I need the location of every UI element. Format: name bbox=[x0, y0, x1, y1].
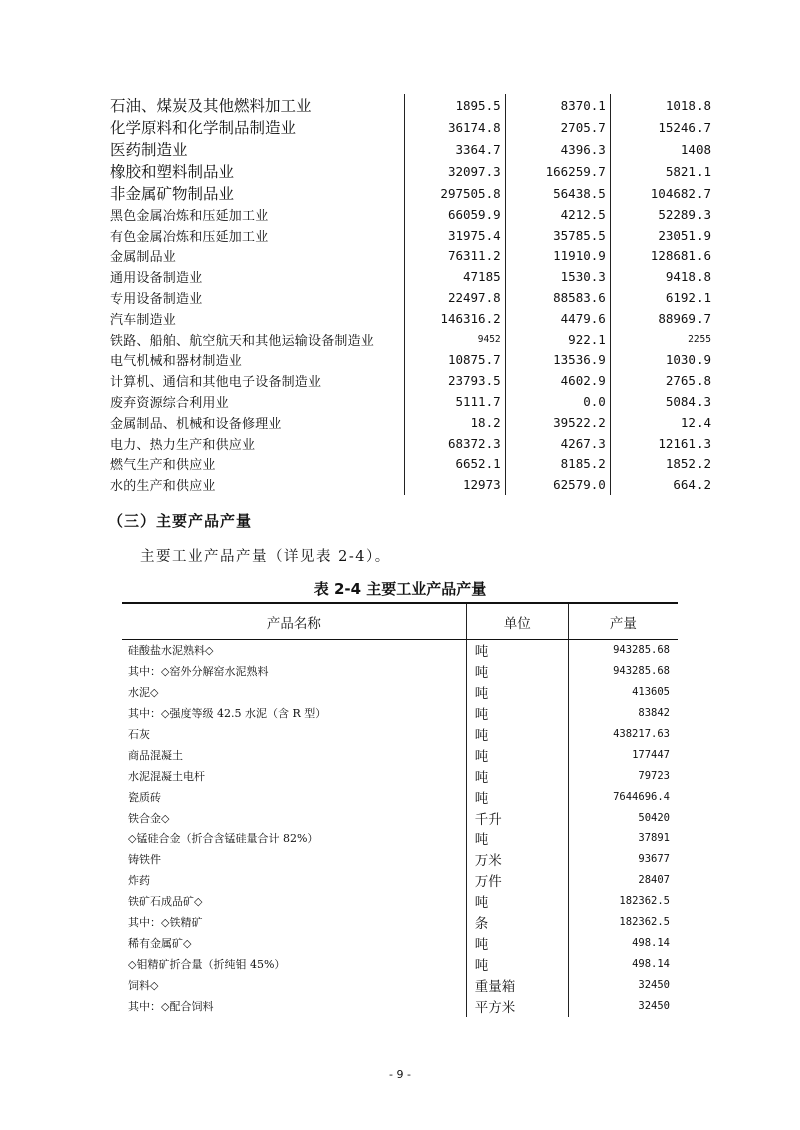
value-col-1: 297505.8 bbox=[405, 182, 505, 204]
product-name: 硅酸盐水泥熟料◇ bbox=[128, 644, 214, 658]
intro-paragraph: 主要工业产品产量（详见表 2-4）。 bbox=[140, 549, 391, 565]
section-heading: （三）主要产品产量 bbox=[108, 512, 253, 530]
value-col-2: 13536.9 bbox=[505, 350, 610, 371]
value-col-3: 1408 bbox=[680, 141, 711, 157]
product-unit: 千升 bbox=[466, 807, 568, 828]
value-col-1: 36174.8 bbox=[405, 116, 505, 138]
industry-name: 燃气生产和供应业 bbox=[110, 458, 216, 474]
industry-name: 水的生产和供应业 bbox=[110, 479, 216, 495]
industry-table-body bbox=[104, 94, 715, 495]
value-col-2: 922.1 bbox=[505, 329, 610, 350]
value-col-3: 1030.9 bbox=[665, 352, 711, 368]
product-unit: 重量箱 bbox=[466, 974, 568, 995]
table-row bbox=[122, 786, 678, 807]
header-unit: 单位 bbox=[466, 603, 568, 640]
value-col-1: 76311.2 bbox=[405, 246, 505, 267]
header-quantity: 产量 bbox=[568, 603, 678, 640]
table-row bbox=[104, 308, 715, 329]
value-col-3: 12.4 bbox=[680, 414, 711, 430]
industry-name: 废弃资源综合利用业 bbox=[110, 396, 229, 412]
value-col-2: 4479.6 bbox=[505, 308, 610, 329]
industry-name: 金属制品、机械和设备修理业 bbox=[110, 416, 282, 432]
table-row bbox=[122, 744, 678, 765]
value-col-2: 4267.3 bbox=[505, 433, 610, 454]
product-unit: 吨 bbox=[466, 640, 568, 661]
value-col-3: 664.2 bbox=[673, 477, 711, 493]
table-row bbox=[104, 138, 715, 160]
value-col-3: 52289.3 bbox=[658, 206, 711, 222]
product-quantity: 32450 bbox=[638, 1000, 670, 1013]
value-col-2: 8370.1 bbox=[505, 94, 610, 116]
value-col-2: 2705.7 bbox=[505, 116, 610, 138]
value-col-2: 4396.3 bbox=[505, 138, 610, 160]
value-col-3: 1852.2 bbox=[665, 456, 711, 472]
product-unit: 吨 bbox=[466, 703, 568, 724]
table-row bbox=[104, 246, 715, 267]
product-quantity: 83842 bbox=[638, 707, 670, 720]
product-table-body bbox=[122, 640, 678, 1018]
value-col-2: 4602.9 bbox=[505, 370, 610, 391]
industry-name: 医药制造业 bbox=[110, 141, 188, 159]
table-row bbox=[104, 370, 715, 391]
product-name: 铁矿石成品矿◇ bbox=[128, 895, 203, 909]
value-col-1: 32097.3 bbox=[405, 160, 505, 182]
product-name: 稀有金属矿◇ bbox=[128, 936, 192, 950]
product-name: 其中：◇铁精矿 bbox=[128, 916, 203, 930]
product-quantity: 413605 bbox=[632, 686, 670, 699]
value-col-3: 1018.8 bbox=[665, 97, 711, 113]
value-col-3: 6192.1 bbox=[665, 290, 711, 306]
industry-name: 橡胶和塑料制品业 bbox=[110, 163, 235, 181]
table-row bbox=[122, 932, 678, 953]
product-name: 炸药 bbox=[128, 874, 150, 888]
value-col-1: 6652.1 bbox=[405, 454, 505, 475]
table-row bbox=[122, 703, 678, 724]
product-name: 瓷质砖 bbox=[128, 790, 161, 804]
value-col-3: 9418.8 bbox=[665, 269, 711, 285]
table-row bbox=[104, 116, 715, 138]
value-col-1: 12973 bbox=[405, 474, 505, 495]
value-col-1: 66059.9 bbox=[405, 204, 505, 225]
table-row bbox=[122, 953, 678, 974]
table-row bbox=[122, 807, 678, 828]
value-col-3: 2255 bbox=[688, 333, 711, 345]
product-unit: 平方米 bbox=[466, 995, 568, 1017]
product-quantity: 177447 bbox=[632, 748, 670, 761]
industry-name: 有色金属冶炼和压延加工业 bbox=[110, 229, 269, 245]
product-name: 其中：◇强度等级 42.5 水泥（含 R 型） bbox=[128, 707, 327, 721]
product-quantity: 438217.63 bbox=[613, 728, 670, 740]
product-unit: 吨 bbox=[466, 661, 568, 682]
value-col-3: 128681.6 bbox=[650, 248, 711, 264]
product-unit: 吨 bbox=[466, 891, 568, 912]
header-product-name: 产品名称 bbox=[122, 603, 466, 640]
value-col-3: 23051.9 bbox=[658, 227, 711, 243]
product-quantity: 93677 bbox=[638, 853, 670, 866]
industry-name: 汽车制造业 bbox=[110, 312, 177, 328]
table-row bbox=[122, 849, 678, 870]
table-row bbox=[122, 912, 678, 933]
table-row bbox=[122, 640, 678, 661]
page-number: - 9 - bbox=[389, 1068, 411, 1081]
table-row bbox=[122, 724, 678, 745]
product-quantity: 943285.68 bbox=[613, 644, 670, 657]
product-quantity: 32450 bbox=[638, 978, 670, 991]
value-col-1: 22497.8 bbox=[405, 287, 505, 308]
product-unit: 吨 bbox=[466, 744, 568, 765]
table-row bbox=[104, 391, 715, 412]
product-unit: 吨 bbox=[466, 682, 568, 703]
table-row bbox=[104, 454, 715, 475]
industry-name: 通用设备制造业 bbox=[110, 271, 203, 287]
product-name: 饲料◇ bbox=[128, 978, 159, 992]
product-name: 铁合金◇ bbox=[128, 811, 170, 825]
value-col-2: 35785.5 bbox=[505, 225, 610, 246]
table-row bbox=[104, 412, 715, 433]
table-row bbox=[104, 160, 715, 182]
industry-name: 石油、煤炭及其他燃料加工业 bbox=[110, 97, 312, 115]
table-row bbox=[122, 870, 678, 891]
product-name: 其中：◇窑外分解窑水泥熟料 bbox=[128, 665, 269, 679]
table-row bbox=[122, 661, 678, 682]
table-row bbox=[104, 266, 715, 287]
industry-name: 电力、热力生产和供应业 bbox=[110, 437, 256, 453]
value-col-3: 15246.7 bbox=[658, 119, 711, 135]
industry-name: 铁路、船舶、航空航天和其他运输设备制造业 bbox=[110, 333, 375, 349]
value-col-3: 5084.3 bbox=[665, 394, 711, 410]
product-quantity: 498.14 bbox=[632, 957, 670, 970]
product-unit: 条 bbox=[466, 912, 568, 933]
product-name: 其中：◇配合饲料 bbox=[128, 1000, 214, 1014]
value-col-1: 5111.7 bbox=[405, 391, 505, 412]
value-col-2: 4212.5 bbox=[505, 204, 610, 225]
product-unit: 吨 bbox=[466, 724, 568, 745]
product-name: 石灰 bbox=[128, 728, 150, 741]
value-col-2: 8185.2 bbox=[505, 454, 610, 475]
product-quantity: 182362.5 bbox=[619, 916, 670, 929]
industry-table bbox=[104, 94, 715, 495]
value-col-2: 1530.3 bbox=[505, 266, 610, 287]
product-unit: 吨 bbox=[466, 953, 568, 974]
value-col-1: 31975.4 bbox=[405, 225, 505, 246]
product-quantity: 79723 bbox=[638, 769, 670, 782]
value-col-1: 3364.7 bbox=[405, 138, 505, 160]
product-quantity: 182362.5 bbox=[619, 895, 670, 908]
table-row bbox=[122, 891, 678, 912]
value-col-2: 56438.5 bbox=[505, 182, 610, 204]
product-quantity: 7644696.4 bbox=[613, 790, 670, 803]
product-table bbox=[122, 602, 678, 1017]
table-row bbox=[104, 350, 715, 371]
table-row bbox=[104, 225, 715, 246]
value-col-1: 23793.5 bbox=[405, 370, 505, 391]
value-col-1: 68372.3 bbox=[405, 433, 505, 454]
industry-name: 非金属矿物制品业 bbox=[110, 185, 235, 203]
industry-name: 计算机、通信和其他电子设备制造业 bbox=[110, 375, 322, 391]
value-col-3: 88969.7 bbox=[658, 310, 711, 326]
value-col-1: 146316.2 bbox=[405, 308, 505, 329]
table-row bbox=[104, 204, 715, 225]
table-row bbox=[122, 995, 678, 1017]
product-name: ◇钼精矿折合量（折纯钼 45%） bbox=[128, 957, 286, 971]
value-col-2: 88583.6 bbox=[505, 287, 610, 308]
table-row bbox=[104, 433, 715, 454]
product-unit: 吨 bbox=[466, 786, 568, 807]
table-row bbox=[104, 287, 715, 308]
value-col-1: 10875.7 bbox=[405, 350, 505, 371]
product-quantity: 498.14 bbox=[632, 936, 670, 949]
table-row bbox=[104, 182, 715, 204]
table-row bbox=[104, 329, 715, 350]
product-name: 铸铁件 bbox=[128, 853, 161, 867]
value-col-2: 39522.2 bbox=[505, 412, 610, 433]
product-unit: 吨 bbox=[466, 932, 568, 953]
value-col-2: 0.0 bbox=[505, 391, 610, 412]
product-unit: 吨 bbox=[466, 765, 568, 786]
industry-name: 黑色金属冶炼和压延加工业 bbox=[110, 208, 269, 224]
table-row bbox=[122, 974, 678, 995]
product-unit: 万米 bbox=[466, 849, 568, 870]
industry-name: 电气机械和器材制造业 bbox=[110, 354, 243, 370]
industry-name: 金属制品业 bbox=[110, 250, 177, 266]
product-name: 水泥◇ bbox=[128, 686, 159, 700]
product-name: ◇锰硅合金（折合含锰硅量合计 82%） bbox=[128, 832, 319, 846]
table-row bbox=[122, 828, 678, 849]
industry-name: 专用设备制造业 bbox=[110, 292, 203, 308]
industry-name: 化学原料和化学制品制造业 bbox=[110, 119, 297, 137]
table-row bbox=[122, 765, 678, 786]
product-quantity: 943285.68 bbox=[613, 665, 670, 678]
product-table-header-row bbox=[122, 603, 678, 640]
product-name: 商品混凝土 bbox=[128, 748, 183, 762]
table-row bbox=[122, 682, 678, 703]
value-col-1: 1895.5 bbox=[405, 94, 505, 116]
value-col-1: 18.2 bbox=[405, 412, 505, 433]
product-quantity: 37891 bbox=[638, 832, 670, 845]
product-quantity: 28407 bbox=[638, 874, 670, 887]
value-col-1: 47185 bbox=[405, 266, 505, 287]
product-unit: 万件 bbox=[466, 870, 568, 891]
product-quantity: 50420 bbox=[638, 811, 670, 824]
table-caption: 表 2-4 主要工业产品产量 bbox=[313, 580, 487, 598]
table-row bbox=[104, 94, 715, 116]
value-col-3: 104682.7 bbox=[650, 185, 711, 201]
value-col-3: 2765.8 bbox=[665, 373, 711, 389]
value-col-2: 62579.0 bbox=[505, 474, 610, 495]
product-unit: 吨 bbox=[466, 828, 568, 849]
table-row bbox=[104, 474, 715, 495]
product-name: 水泥混凝土电杆 bbox=[128, 769, 205, 783]
value-col-3: 12161.3 bbox=[658, 435, 711, 451]
value-col-2: 166259.7 bbox=[505, 160, 610, 182]
value-col-1: 9452 bbox=[405, 329, 505, 350]
value-col-2: 11910.9 bbox=[505, 246, 610, 267]
value-col-3: 5821.1 bbox=[665, 163, 711, 179]
